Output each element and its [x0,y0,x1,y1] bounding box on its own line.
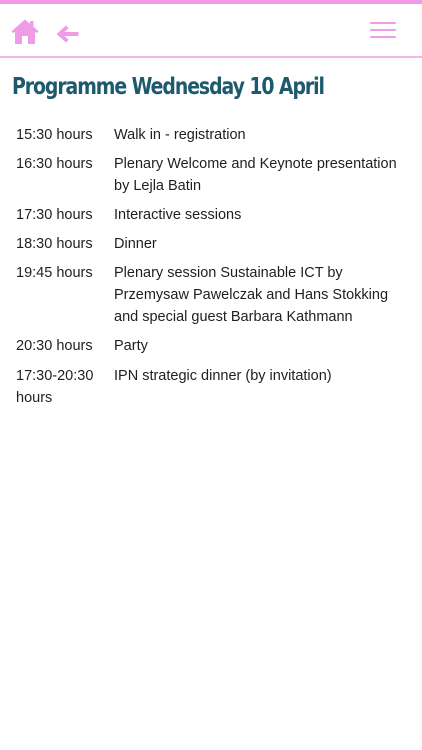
programme-row [16,204,411,226]
programme-time: 17:30-20:30 hours [16,368,94,406]
programme-row [16,335,411,357]
programme-time: 18:30 hours [16,236,93,252]
programme-row [16,124,411,146]
programme-event: Party [114,338,148,354]
programme-time: 16:30 hours [16,156,93,172]
programme-event: Plenary session Sustainable ICT by Przemysaw Pawelczak and Hans Stokking and special guest Barbara Kathmann [114,265,389,325]
programme-event: Plenary Welcome and Keynote presentation by Lejla Batin [114,156,397,194]
hamburger-menu-icon-bar-bottom [370,36,396,38]
programme-event: Interactive sessions [114,207,242,223]
arrow-left-icon [55,24,81,44]
programme-time: 19:45 hours [16,265,93,281]
hamburger-menu-icon-bar-top [370,22,396,24]
programme-row [16,233,411,255]
programme-event: IPN strategic dinner (by invitation) [114,368,332,384]
programme-row [16,365,411,409]
programme-row [16,153,411,197]
programme-time: 17:30 hours [16,207,93,223]
home-icon [10,18,40,46]
back-button[interactable] [55,24,81,44]
programme-list [16,124,411,416]
header-bar [0,4,422,58]
home-button[interactable] [10,18,40,46]
programme-event: Dinner [114,236,157,252]
programme-row [16,262,411,328]
hamburger-menu-icon-bar-middle [370,29,396,31]
programme-time: 15:30 hours [16,127,93,143]
programme-event: Walk in - registration [114,127,246,143]
programme-time: 20:30 hours [16,338,93,354]
menu-button[interactable] [370,20,398,42]
page-title: Programme Wednesday 10 April [12,74,324,100]
